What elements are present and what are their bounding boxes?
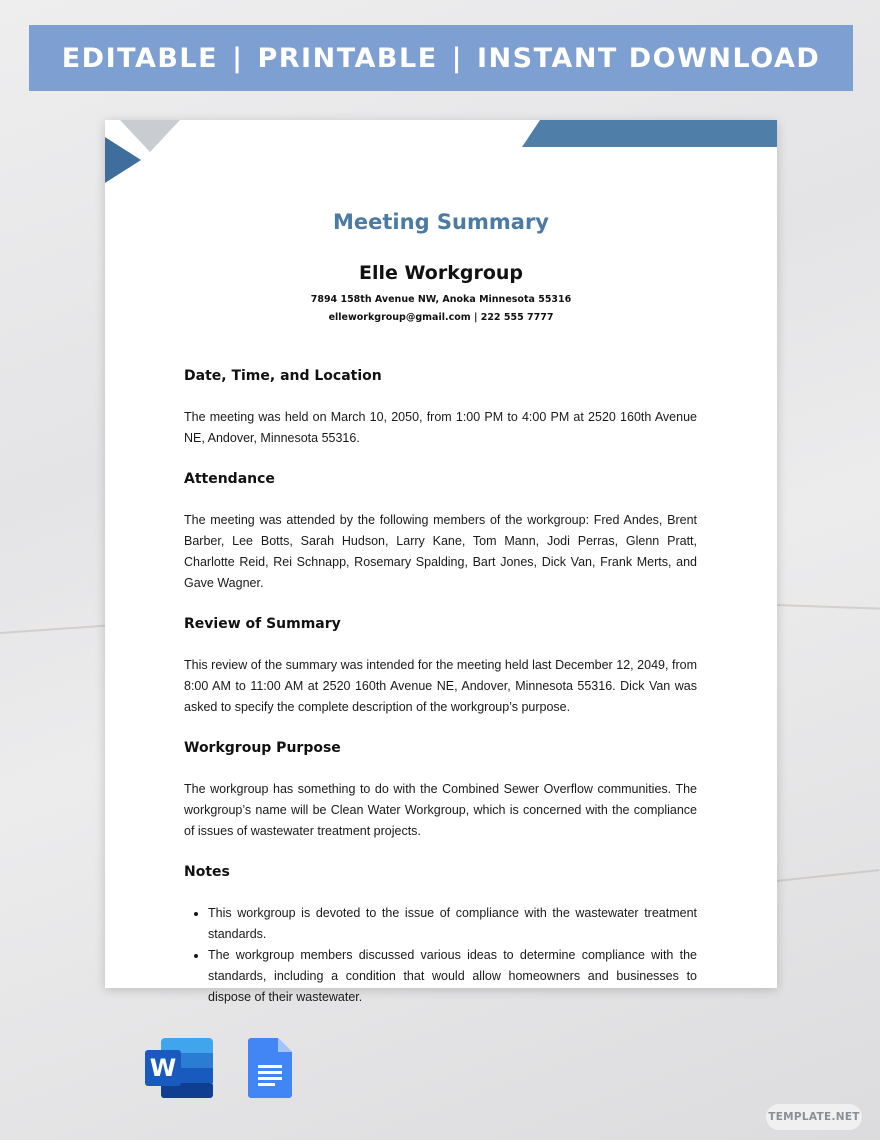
marble-vein	[776, 604, 880, 610]
organization-contact: elleworkgroup@gmail.com | 222 555 7777	[328, 312, 554, 323]
section-text: This review of the summary was intended for the meeting held last December 12, 2049, from 8:00 AM to 11:00 AM at 2520 160th Avenue NE, Andover, Minnesota 55316. Dick Van was asked to specify the complete description of the workgroup’s purpose.	[184, 658, 697, 714]
corner-decoration-blue-triangle	[105, 137, 141, 183]
banner-instant-download: INSTANT DOWNLOAD	[477, 42, 821, 74]
document-title: Meeting Summary	[333, 210, 549, 234]
section-heading: Review of Summary	[184, 616, 341, 632]
document-page	[105, 120, 777, 1004]
list-item: • This workgroup is devoted to the issue of compliance with the wastewater treatment standards.	[208, 903, 697, 945]
section-heading: Workgroup Purpose	[184, 740, 341, 756]
google-docs-icon	[248, 1038, 292, 1098]
section-text: The meeting was held on March 10, 2050, from 1:00 PM to 4:00 PM at 2520 160th Avenue NE, Andover, Minnesota 55316.	[184, 410, 697, 445]
marble-vein	[776, 869, 880, 882]
section-heading: Date, Time, and Location	[184, 368, 382, 384]
document-body	[184, 366, 697, 1008]
banner-separator: |	[232, 42, 244, 74]
notes-list	[184, 903, 697, 1008]
template-net-watermark: TEMPLATE.NET	[766, 1104, 862, 1130]
microsoft-word-icon	[145, 1038, 213, 1098]
organization-address: 7894 158th Avenue NW, Anoka Minnesota 55316	[310, 294, 572, 305]
banner-separator: |	[451, 42, 464, 74]
marble-vein	[0, 624, 110, 634]
section-text: The meeting was attended by the following members of the workgroup: Fred Andes, Brent Barber, Lee Botts, Sarah Hudson, Larry Kane, Tom Mann, Jodi Perras, Glenn Pratt, Charlotte Reid, Rei Schnapp, Rosemary Spalding, Bart Jones, Dick Van, Frank Merts, and Gave Wagner.	[184, 513, 697, 590]
banner-editable: EDITABLE	[61, 42, 219, 74]
organization-name: Elle Workgroup	[359, 262, 523, 284]
list-item: • The workgroup members discussed various ideas to determine compliance with the standards, including a condition that would allow homeowners and businesses to dispose of their wastewater.	[208, 945, 697, 1008]
section-heading: Notes	[184, 864, 230, 880]
section-text: The workgroup has something to do with the Combined Sewer Overflow communities. The workgroup’s name will be Clean Water Workgroup, which is concerned with the compliance of issues of wastewater treatment projects.	[184, 782, 697, 838]
promo-banner	[29, 25, 853, 91]
word-icon-letter: W	[149, 1054, 177, 1082]
section-heading: Attendance	[184, 471, 275, 487]
banner-printable: PRINTABLE	[257, 42, 438, 74]
corner-decoration-right	[522, 120, 777, 147]
